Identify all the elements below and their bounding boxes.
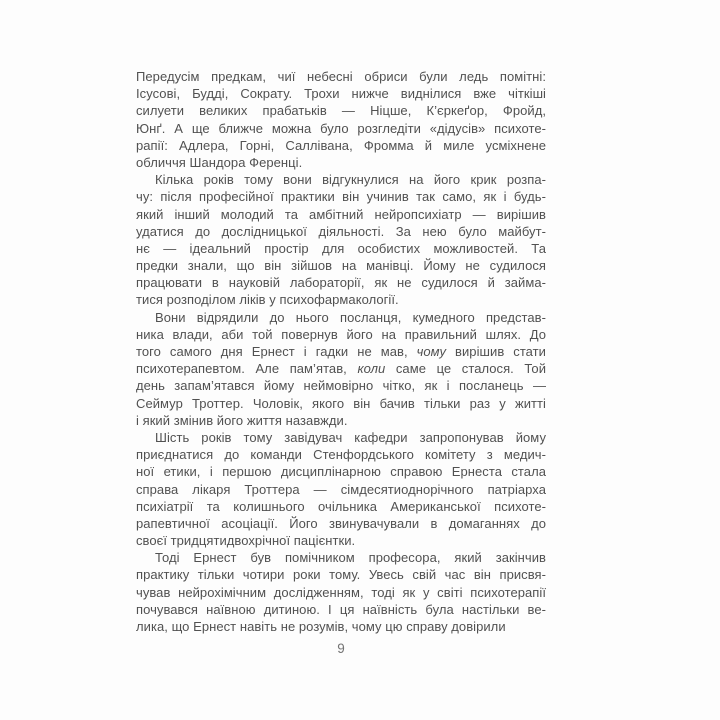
text-line xyxy=(136,120,546,137)
text-line xyxy=(136,515,546,532)
text-segment: Юнґ. А ще ближче можна було розгледіти «дідусів» психоте- xyxy=(136,120,546,136)
text-segment: який інший молодий та амбітний нейропсихіатр — вирішив xyxy=(136,206,546,222)
text-line xyxy=(136,188,546,205)
text-line xyxy=(136,274,546,291)
text-segment: чував нейрохімічним дослідженням, тоді як у світі психотерапії xyxy=(136,584,546,600)
text-segment: чу: після професійної практики він учинив так само, як і будь- xyxy=(136,189,546,205)
text-line xyxy=(136,498,546,515)
text-line xyxy=(136,360,546,377)
text-segment: Тоді Ернест був помічником професора, який закінчив xyxy=(155,550,546,566)
text-line xyxy=(136,223,546,240)
paragraph xyxy=(136,429,546,549)
italic-term: чому xyxy=(416,344,447,359)
text-segment: Ісусові, Будді, Сократу. Трохи нижче виднілися вже чіткіші xyxy=(136,86,546,102)
text-segment: і який змінив його життя назавжди. xyxy=(136,412,348,428)
text-line xyxy=(136,85,546,102)
text-line xyxy=(136,412,546,429)
text-segment: того самого дня Ернест і гадки не мав, xyxy=(136,344,417,359)
text-segment: тися розподілом ліків у психофармакології. xyxy=(136,292,399,308)
text-segment: Кілька років тому вони відгукнулися на його крик розпа- xyxy=(155,172,546,188)
text-segment: Шість років тому завідувач кафедри запропонував йому xyxy=(155,429,546,445)
text-line xyxy=(136,154,546,171)
text-line xyxy=(136,240,546,257)
text-line xyxy=(136,532,546,549)
text-segment: практику тільки чотири роки тому. Увесь свій час він присвя- xyxy=(136,567,546,583)
text-segment: своєї тридцятидвохрічної пацієнтки. xyxy=(136,533,356,549)
text-segment: рапії: Адлера, Горні, Саллівана, Фромма й миле усміхнене xyxy=(136,137,546,153)
text-segment: психіатрії та колишнього очільника Американської психоте- xyxy=(136,498,546,514)
paragraph xyxy=(136,549,546,635)
text-line xyxy=(136,463,546,480)
page-text xyxy=(136,68,546,635)
text-segment: працювати в науковій лабораторії, як не судилося й займа- xyxy=(136,275,546,291)
text-line xyxy=(136,171,546,188)
text-line xyxy=(136,206,546,223)
text-line xyxy=(136,429,546,446)
text-segment: силуети великих прабатьків — Ніцше, К’єркеґор, Фройд, xyxy=(136,103,546,119)
text-segment: предки знали, що він зійшов на манівці. Йому не судилося xyxy=(136,258,546,274)
text-line xyxy=(136,395,546,412)
text-segment: саме це сталося. Той xyxy=(385,361,546,377)
text-segment: нє — ідеальний простір для особистих можливостей. Та xyxy=(136,240,546,256)
paragraph xyxy=(136,309,546,429)
text-line xyxy=(136,257,546,274)
text-line xyxy=(136,326,546,343)
text-line xyxy=(136,68,546,85)
text-line xyxy=(136,584,546,601)
text-segment: ника влади, аби той повернув його на правильний шлях. До xyxy=(136,326,546,342)
text-segment: ної етики, і першою дисциплінарною справою Ернеста стала xyxy=(136,464,546,480)
paragraph xyxy=(136,171,546,309)
text-line xyxy=(136,137,546,154)
page-number: 9 xyxy=(337,641,345,656)
text-line xyxy=(136,549,546,566)
text-segment: приєднатися до команди Стенфордського комітету з медич- xyxy=(136,447,546,463)
text-segment: Вони відрядили до нього посланця, кумедного представ- xyxy=(155,309,546,325)
text-line xyxy=(136,566,546,583)
text-segment: рапевтичної асоціації. Його звинувачували в домаганнях до xyxy=(136,515,546,531)
text-line xyxy=(136,291,546,308)
text-segment: лика, що Ернест навіть не розумів, чому цю справу довірили xyxy=(136,619,506,634)
text-segment: Передусім предкам, чиї небесні обриси були ледь помітні: xyxy=(136,69,546,84)
text-segment: обличчя Шандора Ференці. xyxy=(136,154,303,170)
text-line xyxy=(136,481,546,498)
text-line xyxy=(136,102,546,119)
text-segment: удатися до дослідницької діяльності. За нею було майбут- xyxy=(136,223,546,239)
text-line xyxy=(136,446,546,463)
text-segment: день запам’ятався йому неймовірно чітко, як і посланець — xyxy=(136,378,546,394)
text-line xyxy=(136,377,546,394)
text-line xyxy=(136,309,546,326)
italic-term: коли xyxy=(357,361,386,377)
text-segment: справа лікаря Троттера — сімдесятиоднорічного патріарха xyxy=(136,481,546,497)
text-line xyxy=(136,601,546,618)
paragraph xyxy=(136,68,546,171)
text-line xyxy=(136,343,546,360)
text-segment: вирішив стати xyxy=(446,344,546,359)
text-line xyxy=(136,618,546,635)
text-segment: почувався наївною дитиною. І ця наївність була настільки ве- xyxy=(136,601,546,617)
text-segment: психотерапевтом. Але пам’ятав, xyxy=(136,361,358,377)
text-segment: Сеймур Троттер. Чоловік, якого він бачив тільки раз у житті xyxy=(136,395,546,411)
